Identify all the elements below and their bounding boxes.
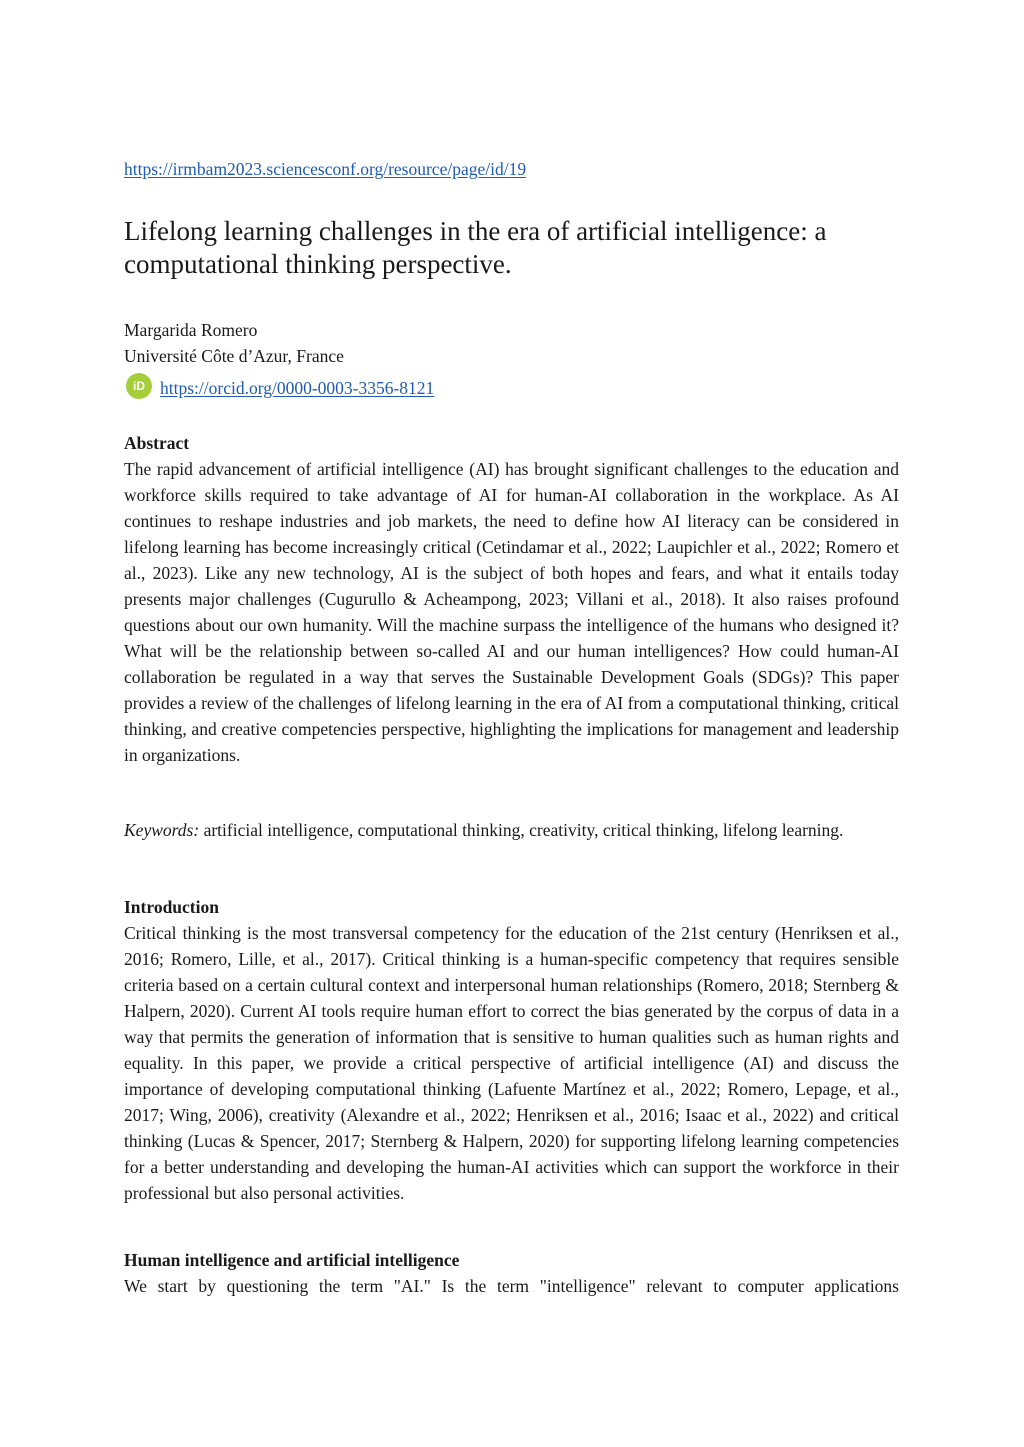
introduction-section	[124, 894, 899, 1206]
author-block	[124, 317, 344, 369]
keywords-section	[124, 817, 899, 843]
keywords-paragraph	[124, 817, 899, 843]
abstract-section	[124, 430, 899, 768]
author-name: Margarida Romero	[124, 320, 258, 340]
human-ai-heading: Human intelligence and artificial intelligence	[124, 1250, 460, 1270]
abstract-heading: Abstract	[124, 433, 190, 453]
human-ai-text: We start by questioning the term "AI." Is the term "intelligence" relevant to computer applications	[124, 1276, 899, 1296]
orcid-link[interactable]: https://orcid.org/0000-0003-3356-8121	[160, 378, 435, 398]
author-affiliation: Université Côte d’Azur, France	[124, 346, 344, 366]
human-ai-section	[124, 1247, 899, 1299]
orcid-icon[interactable]: iD	[126, 373, 152, 399]
introduction-text: Critical thinking is the most transversal competency for the education of the 21st century (Henriksen et al., 2016; Romero, Lille, et al., 2017). Critical thinking is a human-specific competency that requires sensible criteria based on a certain cultural context and interpersonal human relationships (Romero, 2018; Sternberg & Halpern, 2020). Current AI tools require human effort to correct the bias generated by the corpus of data in a way that permits the generation of information that is sensitive to human qualities such as human rights and equality. In this paper, we provide a critical perspective of artificial intelligence (AI) and discuss the importance of developing computational thinking (Lafuente Martínez et al., 2022; Romero, Lepage, et al., 2017; Wing, 2006), creativity (Alexandre et al., 2022; Henriksen et al., 2016; Isaac et al., 2022) and critical thinking (Lucas & Spencer, 2017; Sternberg & Halpern, 2020) for supporting lifelong learning competencies for a better understanding and developing the human-AI activities which can support the workforce in their professional but also personal activities.	[124, 923, 899, 1203]
abstract-text: The rapid advancement of artificial intelligence (AI) has brought significant challenges to the education and workforce skills required to take advantage of AI for human-AI collaboration in the workplace. As AI continues to reshape industries and job markets, the need to define how AI literacy can be considered in lifelong learning has become increasingly critical (Cetindamar et al., 2022; Laupichler et al., 2022; Romero et al., 2023). Like any new technology, AI is the subject of both hopes and fears, and what it entails today presents major challenges (Cugurullo & Acheampong, 2023; Villani et al., 2018). It also raises profound questions about our own humanity. Will the machine surpass the intelligence of the humans who designed it? What will be the relationship between so-called AI and our human intelligences? How could human-AI collaboration be regulated in a way that serves the Sustainable Development Goals (SDGs)? This paper provides a review of the challenges of lifelong learning in the era of AI from a computational thinking, critical thinking, and creative competencies perspective, highlighting the implications for management and leadership in organizations.	[124, 459, 899, 765]
source-url-link[interactable]: https://irmbam2023.sciencesconf.org/resource/page/id/19	[124, 159, 527, 179]
keywords-label: Keywords:	[124, 820, 200, 840]
keywords-text: artificial intelligence, computational thinking, creativity, critical thinking, lifelong learning.	[199, 820, 844, 840]
paper-title: Lifelong learning challenges in the era of artificial intelligence: a computational thinking perspective.	[124, 216, 827, 279]
introduction-heading: Introduction	[124, 897, 219, 917]
